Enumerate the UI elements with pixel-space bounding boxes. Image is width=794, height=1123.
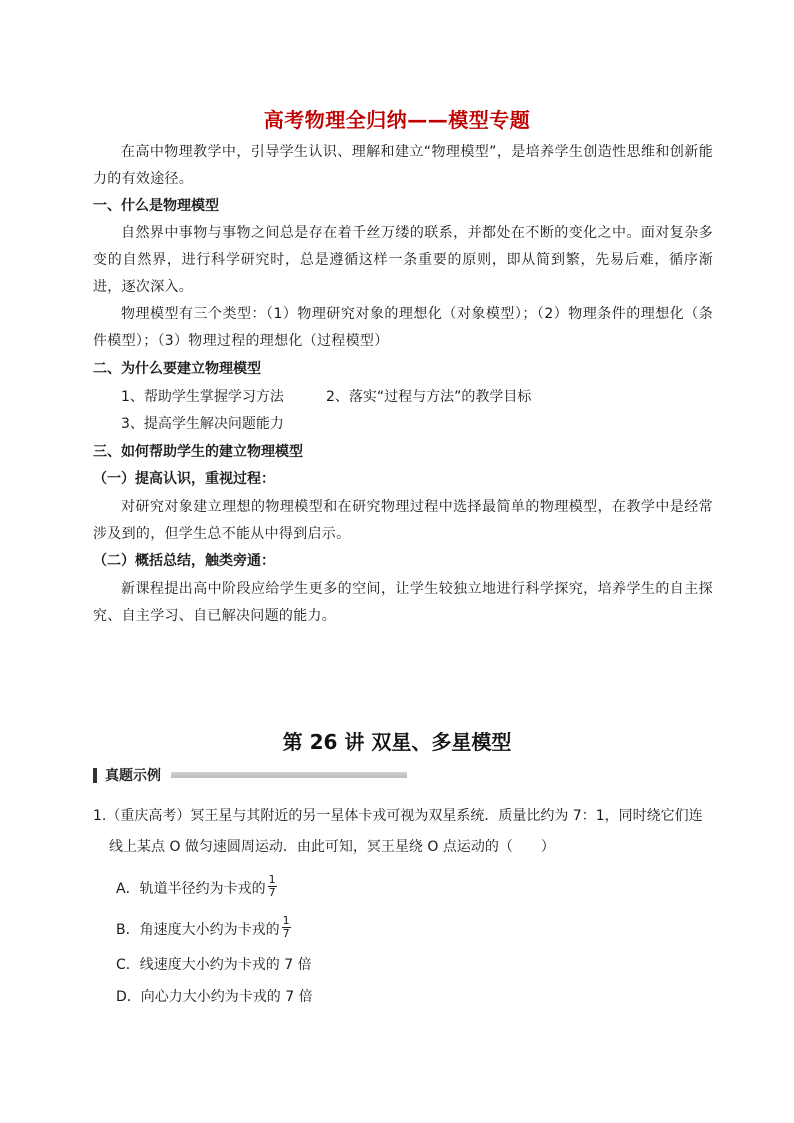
option-b-fraction	[282, 915, 291, 940]
question-1-line-2: 线上某点 O 做匀速圆周运动．由此可知，冥王星绕 O 点运动的（ ）	[109, 839, 555, 855]
section-1-paragraph-1: 自然界中事物与事物之间总是存在着千丝万缕的联系，并都处在不断的变化之中。面对复杂多变的自然界，进行科学研究时，总是遵循这样一条重要的原则，即从简到繁，先易后难，循序渐进，逐次深入。	[93, 225, 713, 295]
section-2-item-2: 2、落实“过程与方法”的教学目标	[326, 389, 532, 405]
section-3-sub2-paragraph: 新课程提出高中阶段应给学生更多的空间，让学生较独立地进行科学探究，培养学生的自主探究、自主学习、自已解决问题的能力。	[93, 581, 713, 624]
question-1-stem	[93, 801, 711, 863]
question-1-line-1: 1.（重庆高考）冥王星与其附近的另一星体卡戎可视为双星系统．质量比约为 7：1，同时绕它们连	[93, 808, 703, 824]
section-3-sub1-heading: （一）提高认识，重视过程：	[93, 471, 275, 487]
section-3-sub2-heading: （二）概括总结，触类旁通：	[93, 553, 275, 569]
document-title: 高考物理全归纳——模型专题	[263, 108, 531, 132]
section-2-item-3: 3、提高学生解决问题能力	[121, 416, 284, 432]
tag-rule-divider	[171, 772, 407, 778]
section-tag-label: 真题示例	[105, 768, 161, 784]
option-b	[116, 914, 291, 942]
option-d	[116, 987, 313, 1007]
section-3-heading: 三、如何帮助学生的建立物理模型	[93, 444, 303, 460]
option-b-fraction-denominator: 7	[282, 927, 290, 940]
option-c	[116, 955, 312, 975]
option-a	[116, 873, 277, 901]
section-1-paragraph-2: 物理模型有三个类型：（1）物理研究对象的理想化（对象模型）；（2）物理条件的理想化（条件模型）；（3）物理过程的理想化（过程模型）	[93, 306, 713, 349]
option-c-text: C．线速度大小约为卡戎的 7 倍	[116, 957, 312, 973]
tag-bar-icon	[93, 768, 97, 783]
option-a-fraction-numerator: 1	[268, 873, 276, 886]
section-2-item-1: 1、帮助学生掌握学习方法	[121, 389, 284, 405]
lecture-title: 第 26 讲 双星、多星模型	[282, 730, 512, 754]
option-b-fraction-numerator: 1	[282, 914, 290, 927]
option-d-text: D．向心力大小约为卡戎的 7 倍	[116, 989, 313, 1005]
section-3-sub1-paragraph: 对研究对象建立理想的物理模型和在研究物理过程中选择最简单的物理模型，在教学中是经常涉及到的，但学生总不能从中得到启示。	[93, 499, 713, 542]
section-tag	[93, 766, 407, 784]
option-a-fraction	[268, 874, 277, 899]
intro-paragraph: 在高中物理教学中，引导学生认识、理解和建立“物理模型”，是培养学生创造性思维和创新能力的有效途径。	[93, 144, 713, 187]
section-2-heading: 二、为什么要建立物理模型	[93, 361, 261, 377]
section-1-heading: 一、什么是物理模型	[93, 198, 219, 214]
option-a-text: A．轨道半径约为卡戎的	[116, 880, 266, 897]
option-b-text: B．角速度大小约为卡戎的	[116, 921, 280, 938]
option-a-fraction-denominator: 7	[268, 886, 276, 899]
